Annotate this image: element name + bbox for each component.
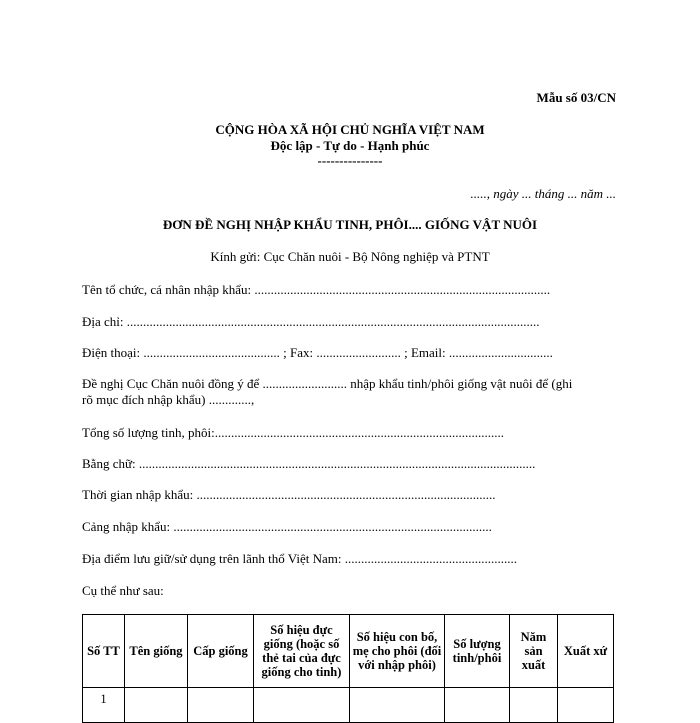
cell-breed-grade <box>188 688 254 723</box>
field-storage-location: Địa điểm lưu giữ/sử dụng trên lãnh thổ Việt Nam: ..................................................... <box>82 551 517 566</box>
table-row <box>83 688 614 723</box>
field-request-line1: Đề nghị Cục Chăn nuôi đồng ý để .......................... nhập khẩu tinh/phôi giống vật nuôi để (ghi <box>82 376 573 391</box>
field-org-name: Tên tổ chức, cá nhân nhập khẩu: ........................................................................................... <box>82 282 551 297</box>
col-header-sire-id: Số hiệu đực giống (hoặc số thẻ tai của đực giống cho tinh) <box>254 615 350 688</box>
cell-parent-id <box>350 688 445 723</box>
col-header-breed-grade: Cấp giống <box>188 615 254 688</box>
col-header-breed-name: Tên giống <box>125 615 188 688</box>
import-details-table <box>82 614 614 723</box>
field-import-time: Thời gian nhập khẩu: ............................................................................................ <box>82 487 496 502</box>
cell-production-year <box>510 688 558 723</box>
field-contact: Điện thoại: .......................................... ; Fax: .......................... ; Email: ................................ <box>82 345 553 360</box>
col-header-parent-id: Số hiệu con bố, mẹ cho phôi (đối với nhập phôi) <box>350 615 445 688</box>
header-divider: --------------- <box>317 153 383 168</box>
document-title: ĐƠN ĐỀ NGHỊ NHẬP KHẨU TINH, PHÔI.... GIỐNG VẬT NUÔI <box>162 217 538 232</box>
cell-breed-name <box>125 688 188 723</box>
recipient-line: Kính gửi: Cục Chăn nuôi - Bộ Nông nghiệp và PTNT <box>210 249 490 264</box>
field-total-quantity: Tổng số lượng tinh, phôi:......................................................................................... <box>82 425 504 440</box>
motto: Độc lập - Tự do - Hạnh phúc <box>270 138 430 153</box>
col-header-no: Số TT <box>83 615 125 688</box>
field-in-words: Bằng chữ: .......................................................................................................................... <box>82 456 536 471</box>
col-header-quantity: Số lượng tinh/phôi <box>445 615 510 688</box>
col-header-production-year: Năm sản xuất <box>510 615 558 688</box>
table-header-row <box>83 615 614 688</box>
field-address: Địa chỉ: ............................................................................................................................... <box>82 314 540 329</box>
date-line: ....., ngày ... tháng ... năm ... <box>470 186 616 201</box>
col-header-origin: Xuất xứ <box>558 615 614 688</box>
field-request-line2: rõ mục đích nhập khẩu) ............., <box>82 392 255 407</box>
details-intro: Cụ thể như sau: <box>82 583 164 598</box>
cell-origin <box>558 688 614 723</box>
cell-quantity <box>445 688 510 723</box>
cell-no: 1 <box>83 688 125 723</box>
field-import-port: Cảng nhập khẩu: .................................................................................................. <box>82 519 492 534</box>
nation-name: CỘNG HÒA XÃ HỘI CHỦ NGHĨA VIỆT NAM <box>215 122 485 137</box>
cell-sire-id <box>254 688 350 723</box>
form-code: Mẫu số 03/CN <box>536 90 616 105</box>
